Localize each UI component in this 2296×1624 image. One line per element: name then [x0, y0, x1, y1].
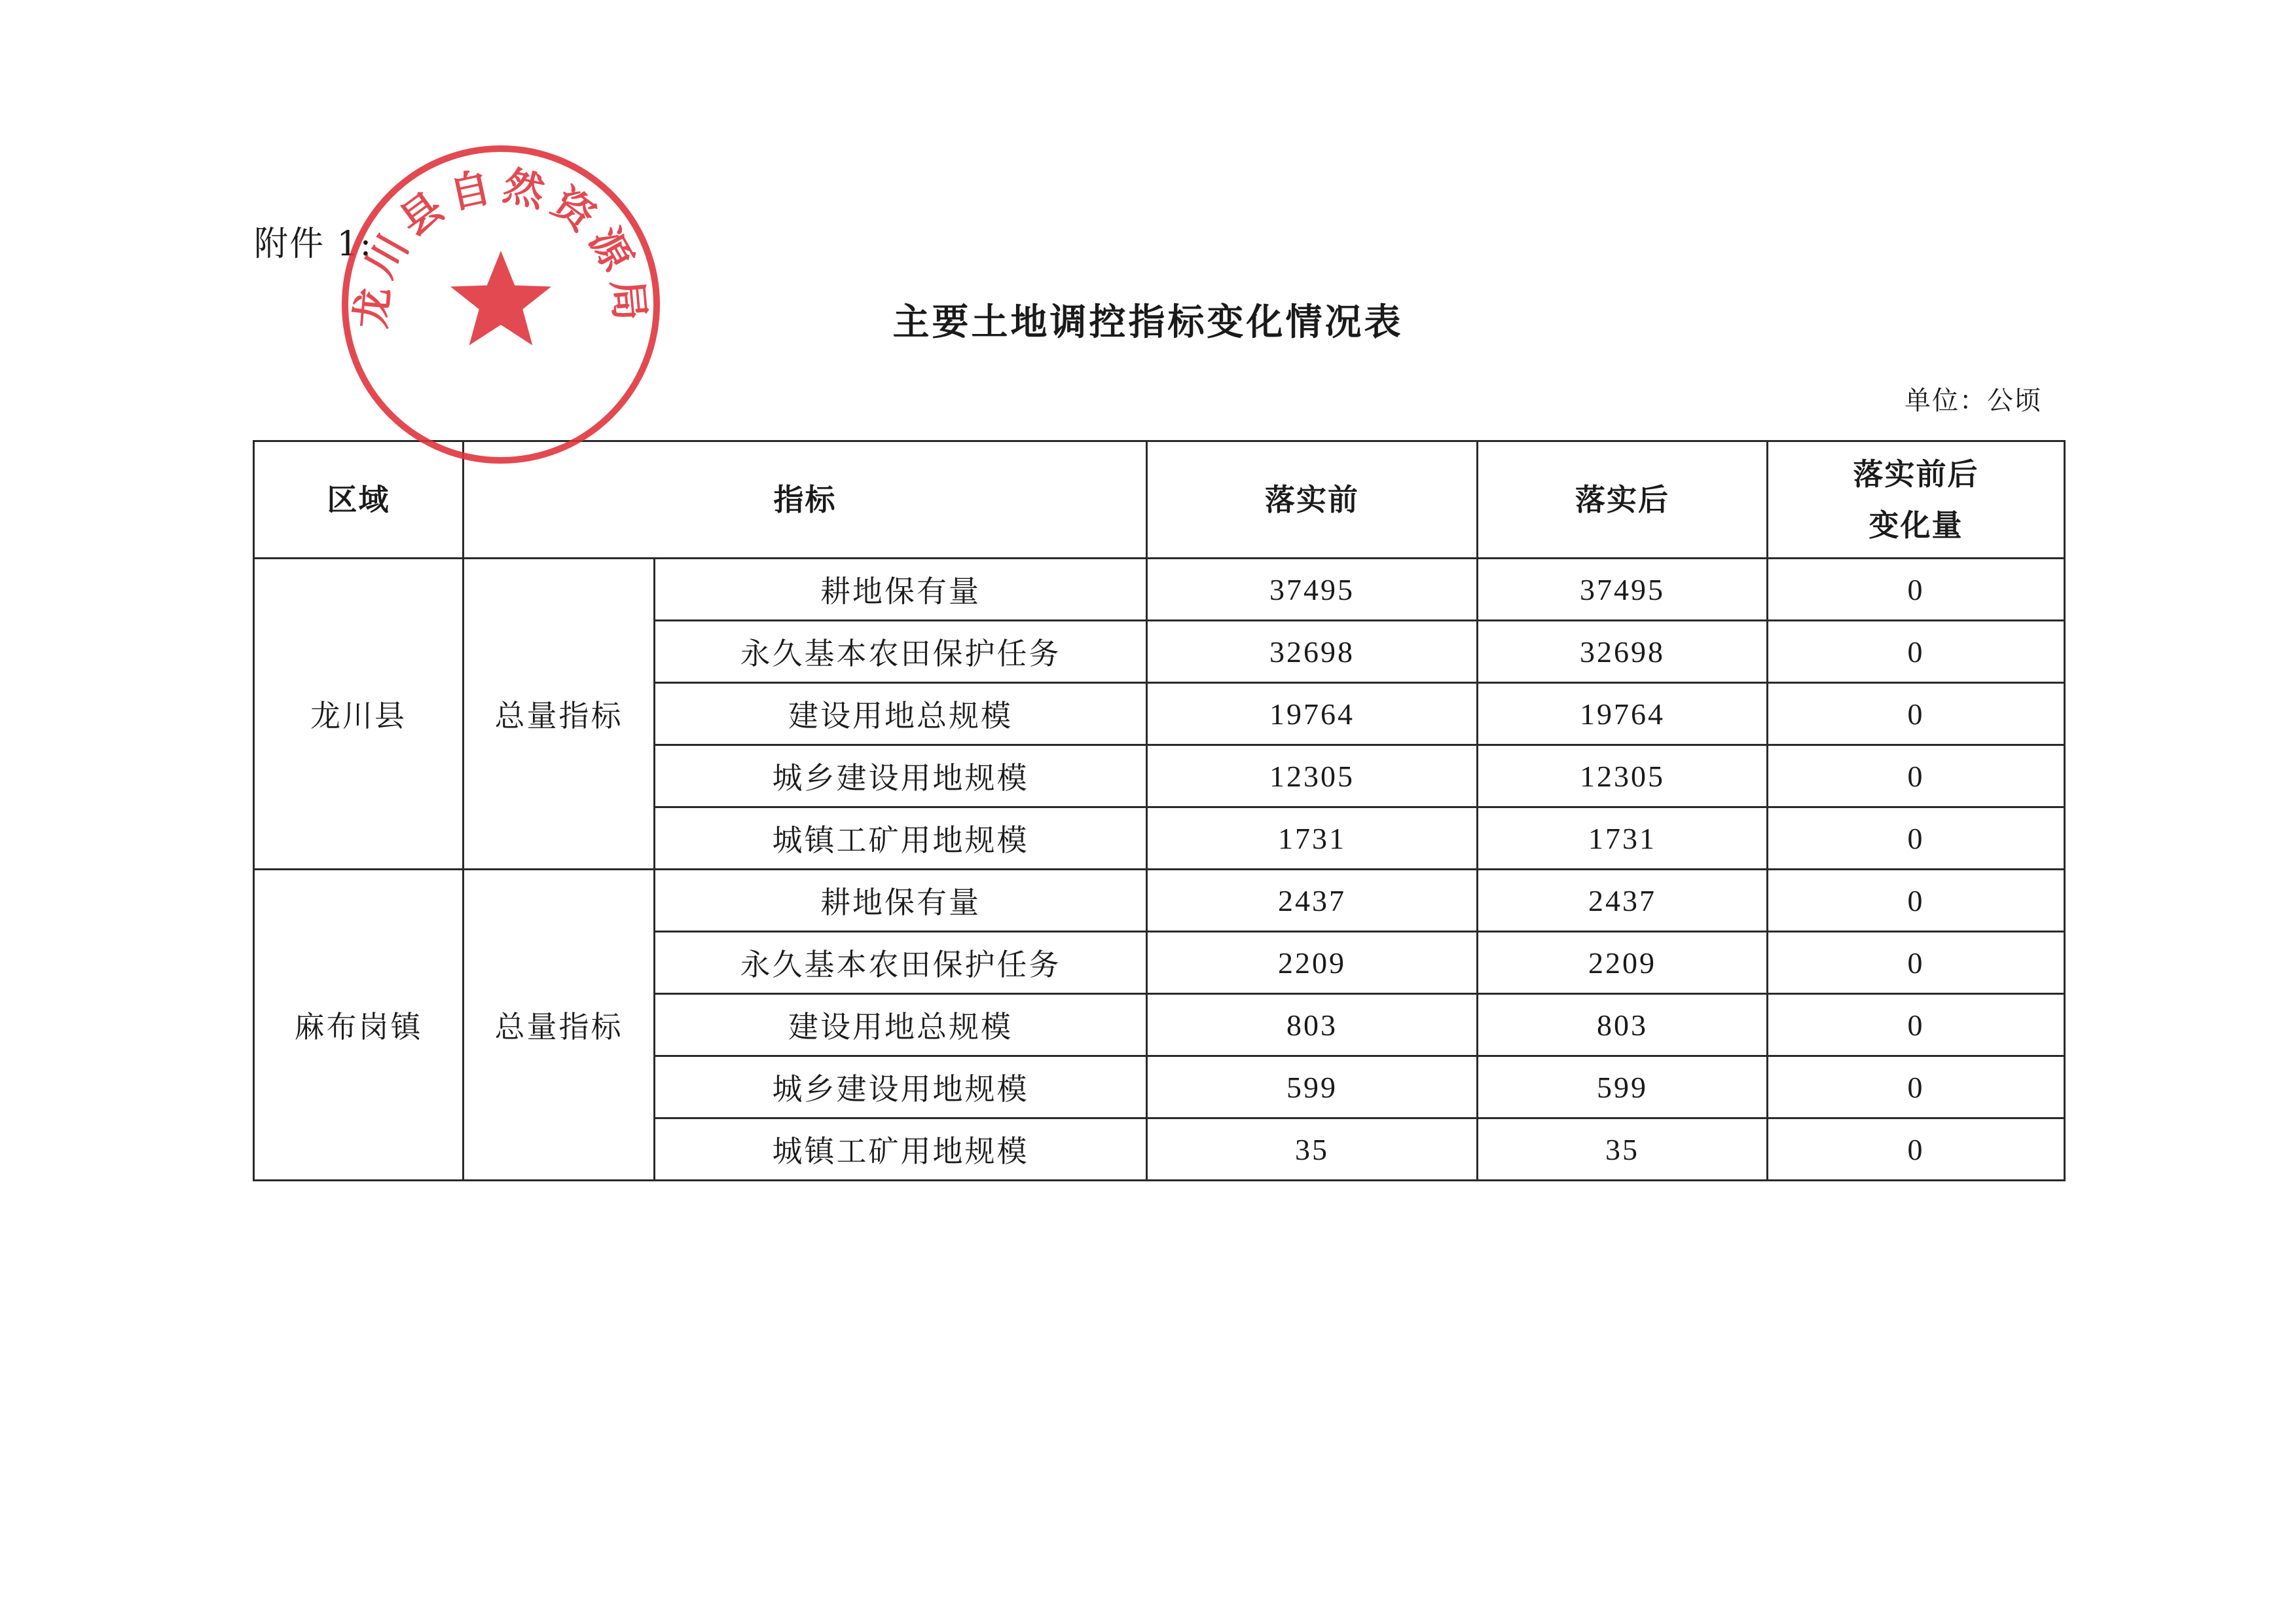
change-cell: 0 — [1768, 870, 2065, 932]
change-cell: 0 — [1768, 807, 2065, 870]
before-cell: 2209 — [1147, 932, 1478, 994]
indicator-cell: 城乡建设用地规模 — [655, 1056, 1147, 1118]
indicator-cell: 城镇工矿用地规模 — [655, 807, 1147, 870]
indicator-cell: 永久基本农田保护任务 — [655, 932, 1147, 994]
after-cell: 2209 — [1478, 932, 1768, 994]
change-cell: 0 — [1768, 683, 2065, 745]
change-cell: 0 — [1768, 559, 2065, 621]
after-cell: 12305 — [1478, 745, 1768, 807]
after-cell: 19764 — [1478, 683, 1768, 745]
before-cell: 37495 — [1147, 559, 1478, 621]
land-indicator-table — [253, 440, 2066, 1181]
after-cell: 35 — [1478, 1118, 1768, 1181]
category-cell: 总量指标 — [464, 559, 655, 870]
before-cell: 19764 — [1147, 683, 1478, 745]
header-after: 落实后 — [1478, 441, 1768, 559]
change-cell: 0 — [1768, 994, 2065, 1056]
after-cell: 599 — [1478, 1056, 1768, 1118]
attachment-label: 附件 1: — [254, 225, 373, 264]
indicator-cell: 城乡建设用地规模 — [655, 745, 1147, 807]
before-cell: 12305 — [1147, 745, 1478, 807]
header-change — [1768, 441, 2065, 559]
after-cell: 1731 — [1478, 807, 1768, 870]
after-cell: 803 — [1478, 994, 1768, 1056]
table-header-row — [254, 441, 2065, 559]
after-cell: 32698 — [1478, 621, 1768, 683]
unit-label: 单位：公顷 — [1904, 386, 2042, 416]
before-cell: 1731 — [1147, 807, 1478, 870]
change-cell: 0 — [1768, 1118, 2065, 1181]
change-cell: 0 — [1768, 1056, 2065, 1118]
indicator-cell: 城镇工矿用地规模 — [655, 1118, 1147, 1181]
change-cell: 0 — [1768, 932, 2065, 994]
indicator-cell: 建设用地总规模 — [655, 683, 1147, 745]
header-before: 落实前 — [1147, 441, 1478, 559]
before-cell: 2437 — [1147, 870, 1478, 932]
after-cell: 37495 — [1478, 559, 1768, 621]
header-change-line2: 变化量 — [1868, 507, 1963, 543]
before-cell: 35 — [1147, 1118, 1478, 1181]
before-cell: 803 — [1147, 994, 1478, 1056]
header-change-line1: 落实前后 — [1853, 456, 1979, 492]
category-cell: 总量指标 — [464, 870, 655, 1181]
seal-text: 龙川县自然资源局 — [346, 161, 655, 331]
indicator-cell: 永久基本农田保护任务 — [655, 621, 1147, 683]
header-region: 区域 — [254, 441, 464, 559]
header-indicator: 指标 — [464, 441, 1147, 559]
change-cell: 0 — [1768, 621, 2065, 683]
before-cell: 599 — [1147, 1056, 1478, 1118]
document-title: 主要土地调控指标变化情况表 — [892, 301, 1404, 344]
region-cell: 龙川县 — [254, 559, 464, 870]
before-cell: 32698 — [1147, 621, 1478, 683]
region-cell: 麻布岗镇 — [254, 870, 464, 1181]
table-row — [254, 870, 2065, 932]
change-cell: 0 — [1768, 745, 2065, 807]
indicator-cell: 耕地保有量 — [655, 870, 1147, 932]
table-row — [254, 559, 2065, 621]
indicator-cell: 建设用地总规模 — [655, 994, 1147, 1056]
indicator-cell: 耕地保有量 — [655, 559, 1147, 621]
after-cell: 2437 — [1478, 870, 1768, 932]
